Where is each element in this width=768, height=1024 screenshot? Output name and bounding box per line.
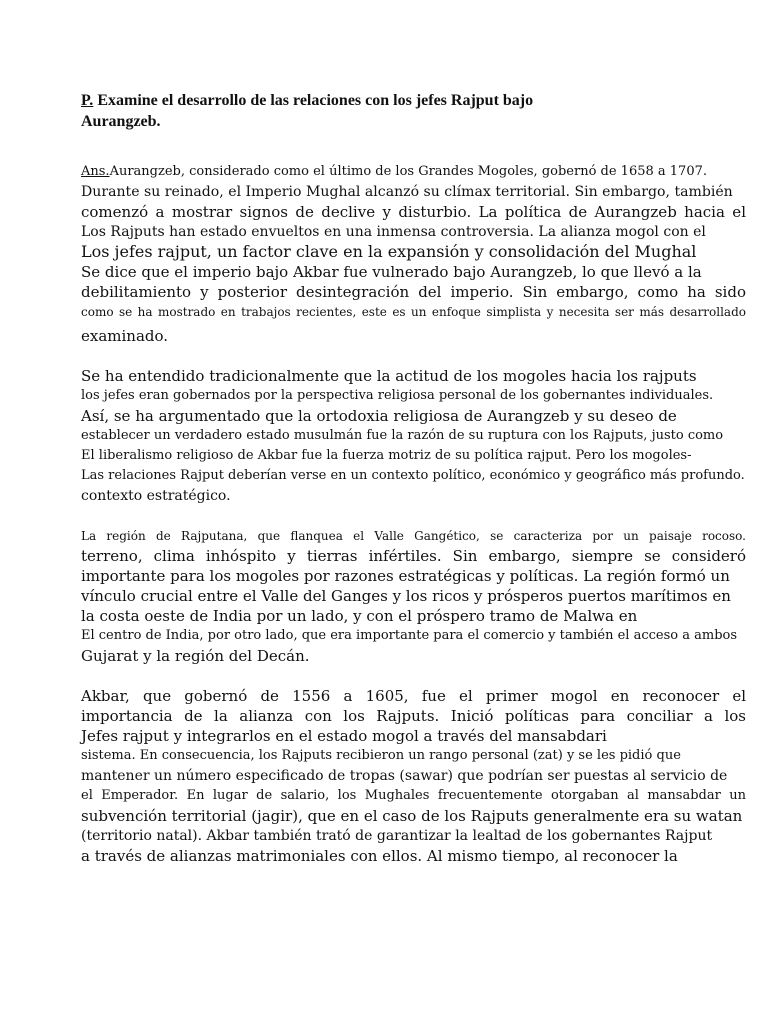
text-line: Se dice que el imperio bajo Akbar fue vulnerado bajo Aurangzeb, lo que llevó a la — [81, 263, 702, 281]
text-line: importante para los mogoles por razones estratégicas y políticas. La región formó un — [81, 567, 730, 585]
answer-paragraph-3 — [81, 526, 746, 666]
answer-label: Ans. — [81, 164, 110, 179]
question-heading — [81, 90, 746, 132]
text-line: la costa oeste de India por un lado, y con el próspero tramo de Malwa en — [81, 607, 638, 625]
text-line: importancia de la alianza con los Rajputs. Inició políticas para conciliar a los — [81, 707, 746, 725]
text-line: Akbar, que gobernó de 1556 a 1605, fue el primer mogol en reconocer el — [81, 687, 746, 705]
text-line: El liberalismo religioso de Akbar fue la fuerza motriz de su política rajput. Pero los mogoles- — [81, 448, 692, 463]
text-line: a través de alianzas matrimoniales con ellos. Al mismo tiempo, al reconocer la — [81, 847, 678, 865]
text-line: el Emperador. En lugar de salario, los Mughales frecuentemente otorgaban al mansabdar un — [81, 788, 746, 803]
answer-paragraph-1 — [81, 162, 746, 346]
text-line: (territorio natal). Akbar también trató de garantizar la lealtad de los gobernantes Rajput — [81, 828, 713, 844]
text-line: subvención territorial (jagir), que en el caso de los Rajputs generalmente era su watan — [81, 807, 743, 825]
text-line: Jefes rajput y integrarlos en el estado mogol a través del mansabdari — [81, 727, 607, 745]
text-line: terreno, clima inhóspito y tierras infértiles. Sin embargo, siempre se consideró — [81, 547, 746, 565]
text-line: Ans.Aurangzeb, considerado como el último de los Grandes Mogoles, gobernó de 1658 a 1707. — [81, 164, 707, 179]
document-page — [81, 90, 746, 866]
text-line: Se ha entendido tradicionalmente que la actitud de los mogoles hacia los rajputs — [81, 367, 697, 385]
text-line: contexto estratégico. — [81, 488, 231, 504]
text-line: Gujarat y la región del Decán. — [81, 647, 310, 665]
question-text-line-1: Examine el desarrollo de las relaciones con los jefes Rajput bajo — [93, 92, 534, 109]
text-line: examinado. — [81, 327, 169, 345]
text-line: La región de Rajputana, que flanquea el Valle Gangético, se caracteriza por un paisaje rocoso. — [81, 529, 746, 543]
text-line: Los jefes rajput, un factor clave en la expansión y consolidación del Mughal — [81, 242, 697, 261]
question-text-line-2: Aurangzeb. — [81, 113, 161, 130]
text-line: vínculo crucial entre el Valle del Ganges y los ricos y prósperos puertos marítimos en — [81, 587, 731, 605]
text-line: debilitamiento y posterior desintegración del imperio. Sin embargo, como ha sido — [81, 283, 746, 301]
text-line: como se ha mostrado en trabajos recientes, este es un enfoque simplista y necesita ser más desarrollado — [81, 305, 746, 319]
text-line: Durante su reinado, el Imperio Mughal alcanzó su clímax territorial. Sin embargo, también — [81, 184, 733, 200]
text-line: El centro de India, por otro lado, que era importante para el comercio y también el acceso a ambos — [81, 628, 738, 643]
text-line: los jefes eran gobernados por la perspectiva religiosa personal de los gobernantes individuales. — [81, 388, 714, 403]
text-line: comenzó a mostrar signos de declive y disturbio. La política de Aurangzeb hacia el — [81, 203, 746, 221]
text-line: mantener un número especificado de tropas (sawar) que podrían ser puestas al servicio de — [81, 768, 728, 784]
question-number: P. — [81, 92, 94, 109]
answer-paragraph-4 — [81, 686, 746, 866]
answer-paragraph-2 — [81, 366, 746, 506]
text-line: Los Rajputs han estado envueltos en una inmensa controversia. La alianza mogol con el — [81, 224, 706, 240]
text-line: Las relaciones Rajput deberían verse en un contexto político, económico y geográfico más profundo. — [81, 468, 745, 483]
text-line: sistema. En consecuencia, los Rajputs recibieron un rango personal (zat) y se les pidió que — [81, 748, 681, 763]
text-line: establecer un verdadero estado musulmán fue la razón de su ruptura con los Rajputs, justo como — [81, 428, 724, 443]
text-line: Así, se ha argumentado que la ortodoxia religiosa de Aurangzeb y su deseo de — [81, 407, 677, 425]
